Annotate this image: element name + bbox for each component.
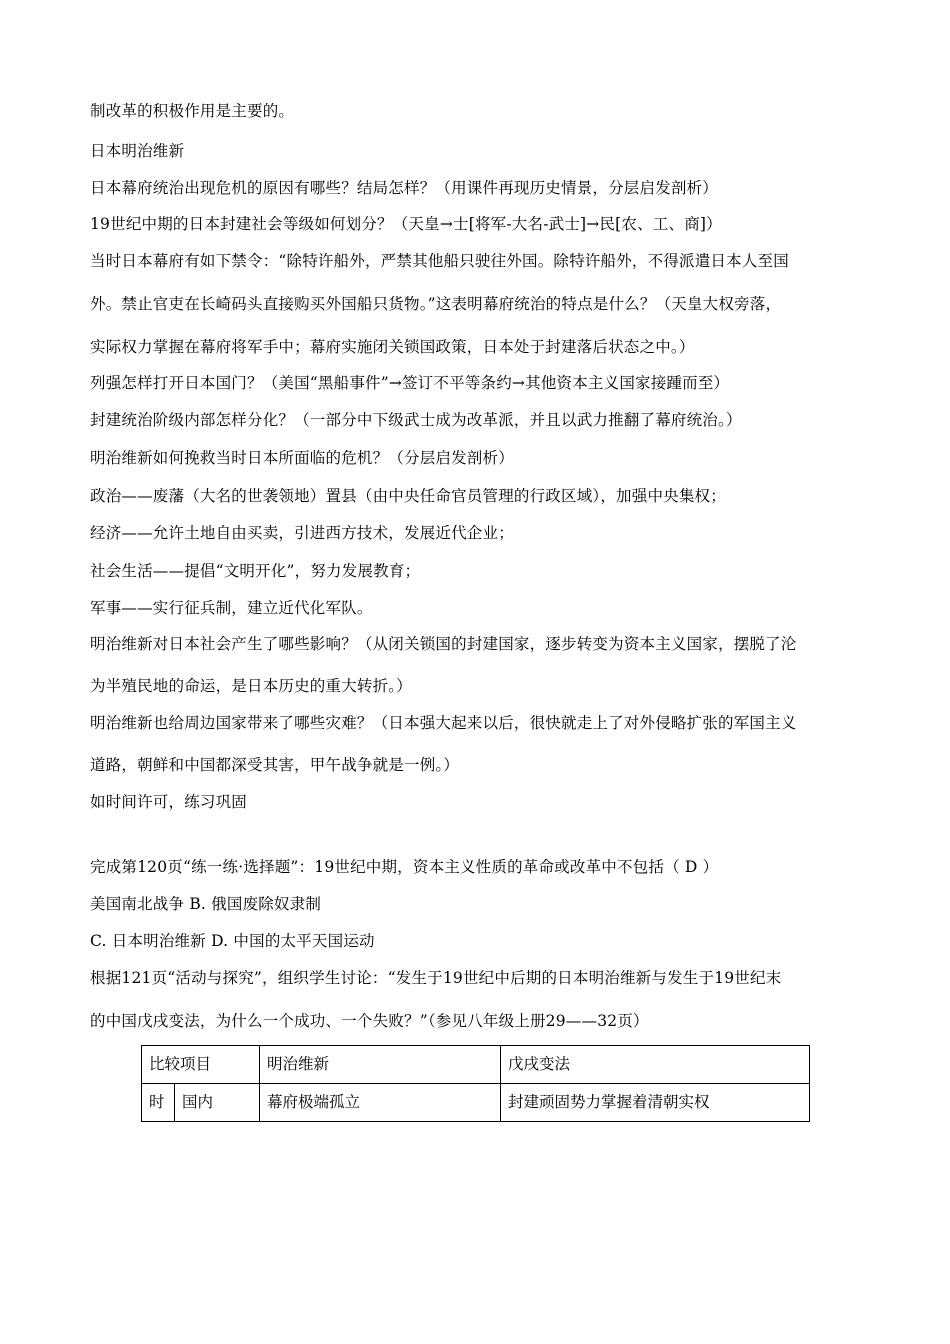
text-line: 外。禁止官吏在长崎码头直接购买外国船只货物。”这表明幕府统治的特点是什么？（天皇大权旁落， (90, 295, 782, 313)
text-line: 实际权力掌握在幕府将军手中；幕府实施闭关锁国政策，日本处于封建落后状态之中。） (90, 338, 695, 356)
exercise-question: 完成第120页“练一练·选择题”：19世纪中期，资本主义性质的革命或改革中不包括（ D ） (90, 858, 719, 876)
header-cell-item: 比较项目 (142, 1046, 260, 1084)
text-line: 经济——允许土地自由买卖，引进西方技术，发展近代企业； (90, 524, 514, 542)
text-line: 根据121页“活动与探究”，组织学生讨论：“发生于19世纪中后期的日本明治维新与发生于19世纪末 (90, 969, 782, 987)
table-row (142, 1084, 810, 1122)
text-line: 日本幕府统治出现危机的原因有哪些？结局怎样？（用课件再现历史情景，分层启发剖析） (90, 179, 719, 197)
text-line: 明治维新也给周边国家带来了哪些灾难？（日本强大起来以后，很快就走上了对外侵略扩张的军国主义 (90, 714, 797, 732)
exercise-option: 美国南北战争 B. 俄国废除奴隶制 (90, 895, 322, 913)
text-line: 列强怎样打开日本国门？（美国“黑船事件”→签订不平等条约→其他资本主义国家接踵而至） (90, 374, 730, 392)
header-cell-wuxu: 戊戌变法 (501, 1046, 810, 1084)
text-line: 社会生活——提倡“文明开化”，努力发展教育； (90, 562, 421, 580)
section-heading: 日本明治维新 (90, 142, 185, 160)
text-line: 如时间许可，练习巩固 (90, 793, 248, 811)
text-line: 封建统治阶级内部怎样分化？（一部分中下级武士成为改革派，并且以武力推翻了幕府统治。） (90, 411, 742, 429)
exercise-option: C. 日本明治维新 D. 中国的太平天国运动 (90, 932, 375, 950)
text-line: 制改革的积极作用是主要的。 (90, 102, 295, 120)
text-line: 明治维新如何挽救当时日本所面临的危机？（分层启发剖析） (90, 449, 514, 467)
comparison-table (141, 1045, 810, 1122)
text-line: 明治维新对日本社会产生了哪些影响？（从闭关锁国的封建国家，逐步转变为资本主义国家，摆脱了沦 (90, 635, 797, 653)
text-line: 的中国戊戌变法，为什么一个成功、一个失败？”（参见八年级上册29——32页） (90, 1012, 649, 1030)
text-line: 为半殖民地的命运，是日本历史的重大转折。） (90, 677, 412, 695)
header-cell-meiji: 明治维新 (260, 1046, 501, 1084)
text-line: 当时日本幕府有如下禁令：“除特许船外，严禁其他船只驶往外国。除特许船外，不得派遣日本人至国 (90, 252, 789, 270)
text-line: 政治——废藩（大名的世袭领地）置县（由中央任命官员管理的行政区域），加强中央集权； (90, 487, 726, 505)
text-line: 19世纪中期的日本封建社会等级如何划分？（天皇→士[将军-大名-武士]→民[农、工、商]） (90, 215, 722, 233)
wuxu-cell: 封建顽固势力掌握着清朝实权 (501, 1084, 810, 1122)
text-line: 道路，朝鲜和中国都深受其害，甲午战争就是一例。） (90, 756, 460, 774)
meiji-cell: 幕府极端孤立 (260, 1084, 501, 1122)
table-header-row (142, 1046, 810, 1084)
row-sub-cell: 国内 (175, 1084, 260, 1122)
text-line: 军事——实行征兵制，建立近代化军队。 (90, 599, 373, 617)
row-group-cell: 时 (142, 1084, 175, 1122)
